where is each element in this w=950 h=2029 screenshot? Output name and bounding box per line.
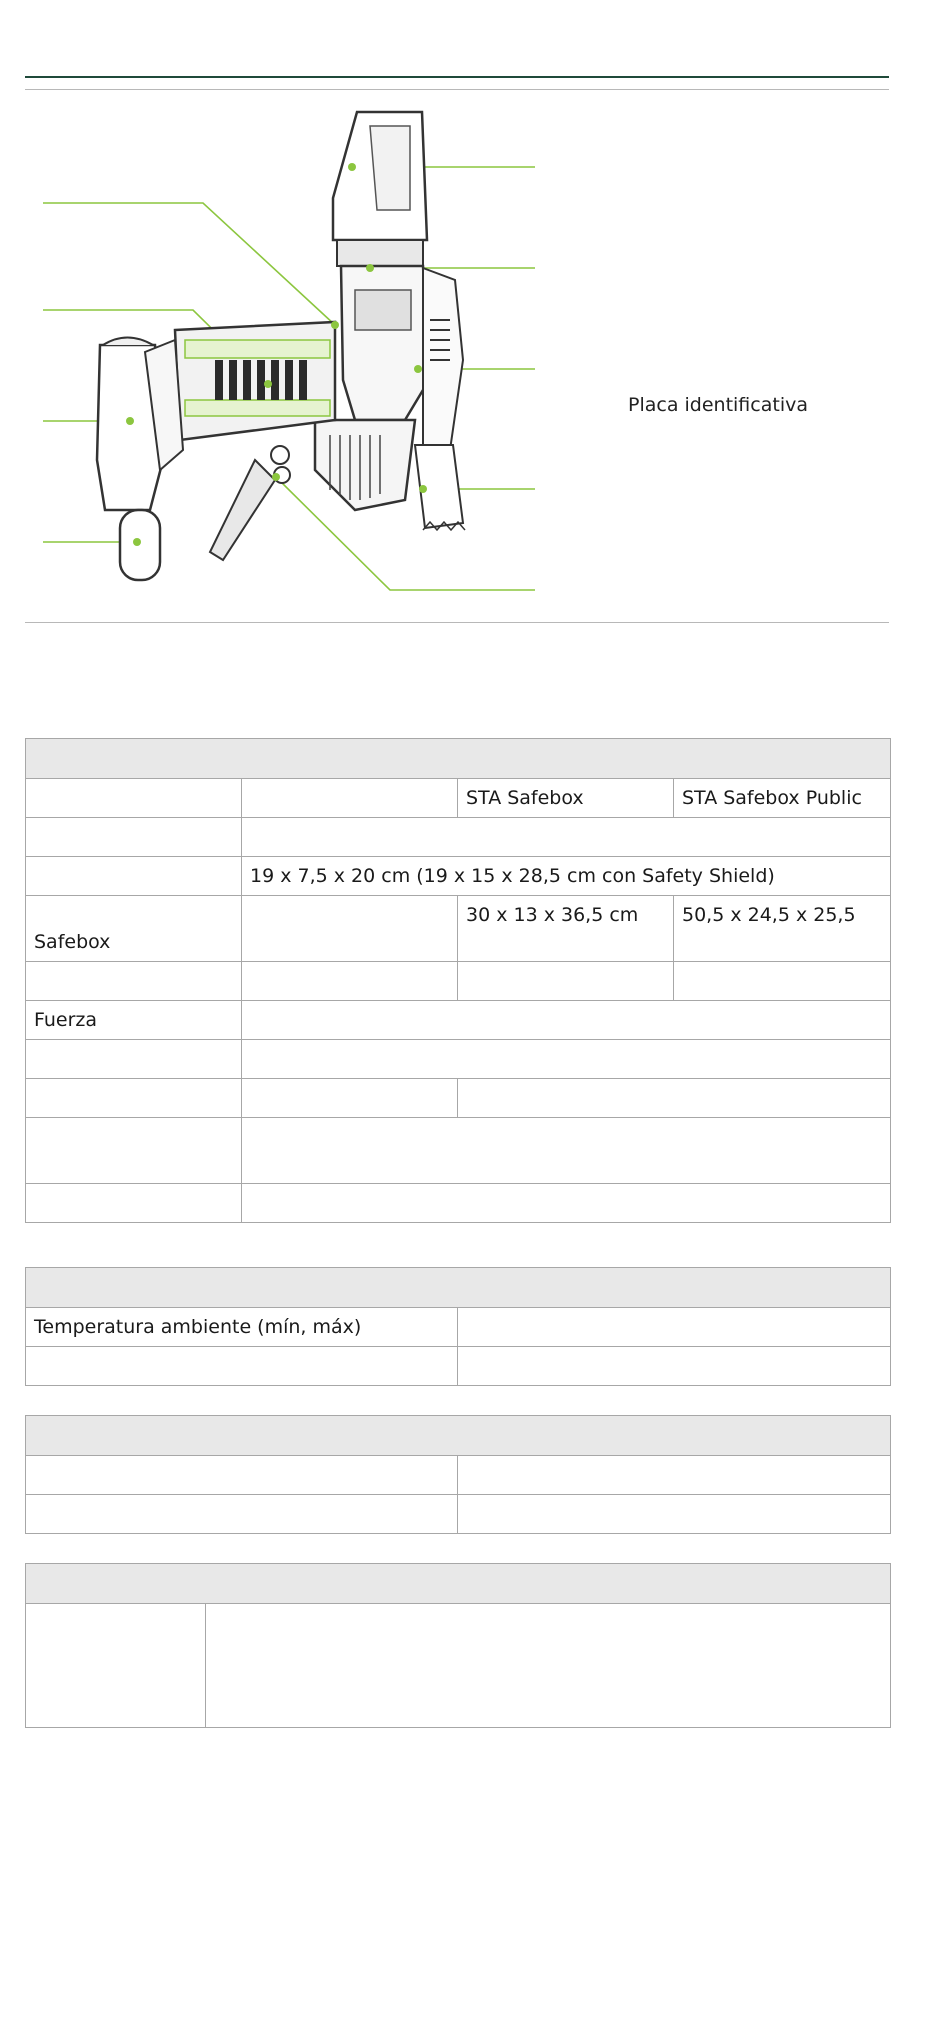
figure-divider — [25, 622, 889, 623]
environment-table — [25, 1267, 891, 1386]
table-row — [26, 1001, 891, 1040]
nameplate-callout-label: Placa identificativa — [628, 394, 808, 416]
dimensions-value: 19 x 7,5 x 20 cm (19 x 15 x 28,5 cm con Safety Shield) — [242, 857, 891, 896]
table-row — [26, 1456, 891, 1495]
table-row — [26, 1347, 891, 1386]
technical-data-table — [25, 738, 891, 1223]
device-illustration — [25, 90, 889, 620]
table-row — [26, 818, 891, 857]
column-header-sta-safebox-public: STA Safebox Public — [674, 779, 891, 818]
table-row — [26, 1184, 891, 1223]
table-header-row — [26, 739, 891, 779]
table-row — [26, 1604, 891, 1728]
table-header-row — [26, 1416, 891, 1456]
column-header-sta-safebox: STA Safebox — [458, 779, 674, 818]
force-label: Fuerza — [26, 1001, 242, 1040]
ambient-temperature-label: Temperatura ambiente (mín, máx) — [26, 1308, 458, 1347]
header-rule — [25, 76, 889, 78]
safebox-dimensions-2: 50,5 x 24,5 x 25,5 — [674, 896, 891, 962]
third-spec-table — [25, 1415, 891, 1534]
table-row — [26, 1118, 891, 1184]
fourth-spec-table — [25, 1563, 891, 1728]
table-row — [26, 857, 891, 896]
safebox-label: Safebox — [26, 896, 242, 962]
table-row — [26, 962, 891, 1001]
table-row — [26, 1495, 891, 1534]
safebox-dimensions-1: 30 x 13 x 36,5 cm — [458, 896, 674, 962]
table-row — [26, 896, 891, 962]
table-row — [26, 779, 891, 818]
table-header-row — [26, 1268, 891, 1308]
table-row — [26, 1040, 891, 1079]
table-row — [26, 1308, 891, 1347]
device-cutaway-figure — [25, 90, 889, 620]
table-row — [26, 1079, 891, 1118]
table-header-row — [26, 1564, 891, 1604]
